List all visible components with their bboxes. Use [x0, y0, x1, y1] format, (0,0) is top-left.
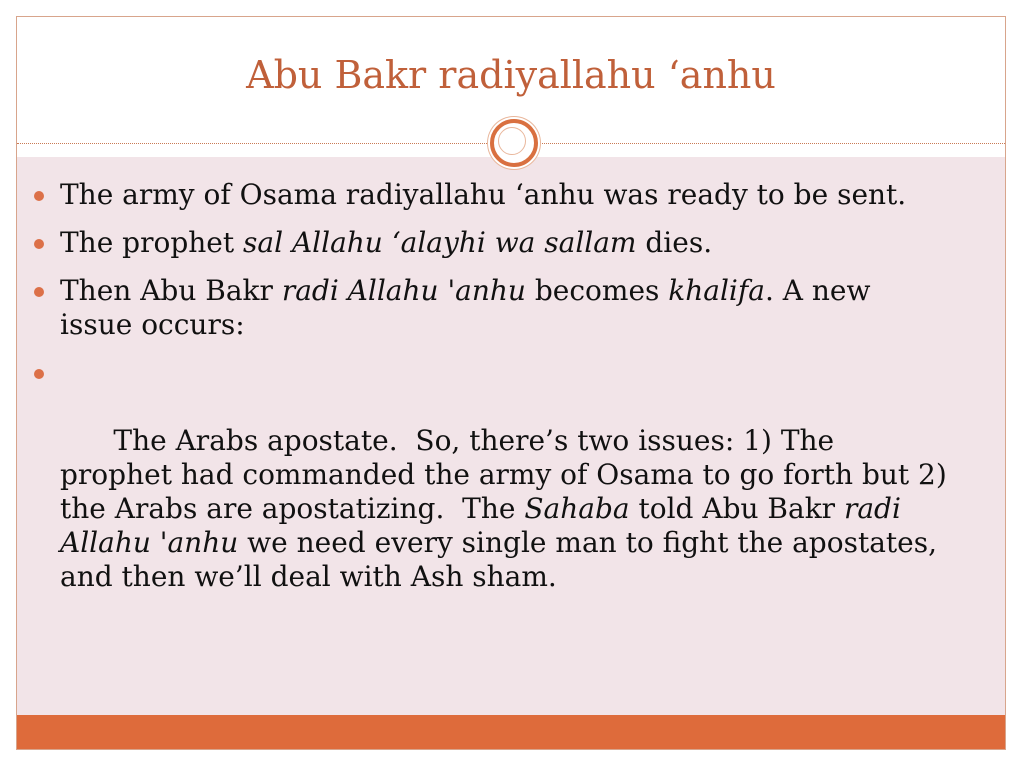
bullet-dot-icon	[34, 239, 44, 249]
bullet-text: The prophet	[60, 226, 244, 259]
bullet-dot-icon	[34, 287, 44, 297]
bullet-italic-text: radi Allahu 'anhu	[60, 492, 910, 559]
bullet-text: Then Abu Bakr	[60, 274, 282, 307]
bullet-italic-text: sal Allahu ‘alayhi wa sallam	[243, 226, 637, 259]
slide-title: Abu Bakr radiyallahu ‘anhu	[246, 53, 776, 97]
bullet-text: . A new issue occurs:	[60, 274, 871, 341]
bullet-text: dies.	[636, 226, 713, 259]
bullet-italic-text: khalifa	[668, 274, 765, 307]
bullet-item-4	[30, 356, 956, 628]
bullet-dot-icon	[34, 369, 44, 379]
bullet-text: The Arabs apostate. So, there’s two issues: 1) The prophet had commanded the army of Osama to go forth but 2) the Arabs are apostatizing. The	[60, 424, 956, 525]
bottom-accent-bar	[17, 715, 1005, 749]
bullet-item-1	[30, 178, 950, 212]
bullet-text: told Abu Bakr	[629, 492, 844, 525]
bullet-italic-text: radi Allahu 'anhu	[281, 274, 526, 307]
bullet-italic-text: Sahaba	[524, 492, 630, 525]
bullet-text: we need every single man to fight the apostates, and then we’ll deal with Ash sham.	[60, 526, 946, 593]
bullet-dot-icon	[34, 191, 44, 201]
bullet-item-2	[30, 226, 950, 260]
bullet-text: The army of Osama radiyallahu ‘anhu was ready to be sent.	[60, 178, 907, 211]
circle-ornament-icon	[490, 119, 538, 167]
bullet-list	[30, 178, 956, 642]
bullet-text: becomes	[525, 274, 669, 307]
bullet-item-3	[30, 274, 950, 342]
